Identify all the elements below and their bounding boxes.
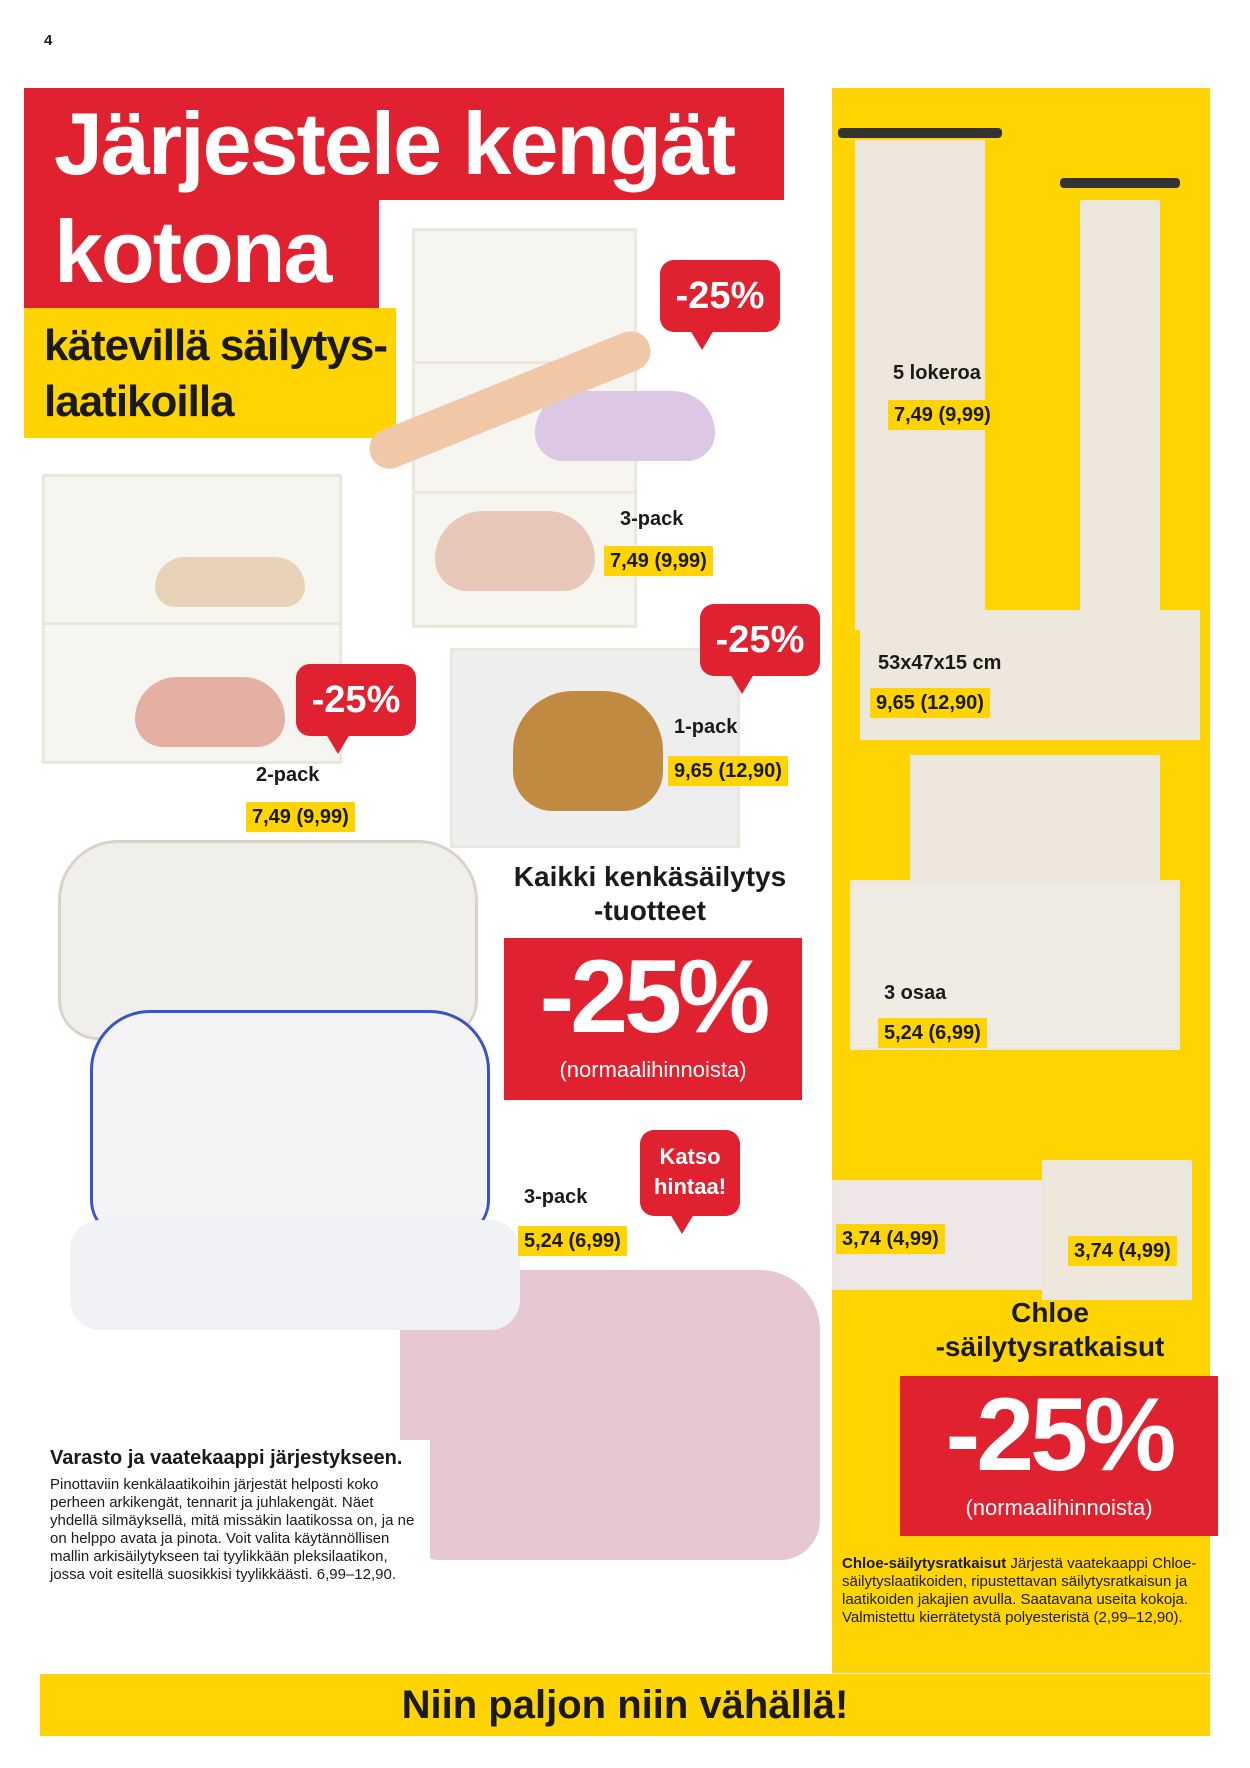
- price-value: 3,74: [1074, 1240, 1113, 1262]
- promo-shoes-discount-block: [504, 938, 802, 1100]
- blue-white-sneaker-image: [90, 1010, 490, 1240]
- box-2pack-label: 2-pack: [256, 764, 320, 786]
- promo-chloe-discount: -25%: [945, 1377, 1173, 1493]
- fabric-box-image: [1042, 1160, 1192, 1300]
- lilac-flat-shoe-image: [535, 391, 715, 461]
- page-number: 4: [44, 32, 53, 49]
- discount-bubble-3pack: -25%: [660, 260, 780, 332]
- boxes-3-label: 3 osaa: [884, 982, 947, 1004]
- price-value: 3,74: [842, 1228, 881, 1250]
- promo-shoes-heading2: -tuotteet: [594, 895, 706, 926]
- old-price: (9,99): [938, 404, 991, 426]
- clear-shoe-box-image: [450, 648, 740, 848]
- old-price: (6,99): [568, 1230, 621, 1252]
- subhead-line1: kätevillä säilytys-: [44, 321, 388, 370]
- old-price: (12,90): [718, 760, 782, 782]
- promo-shoes-note: (normaalihinnoista): [559, 1057, 747, 1082]
- hanger-bar-image: [838, 128, 1002, 138]
- stand-3pack-price: [518, 1226, 627, 1256]
- discount-bubble-2pack: -25%: [296, 664, 416, 736]
- promo-chloe: [900, 1296, 1200, 1364]
- price-value: 9,65: [674, 760, 713, 782]
- shoe-stand-image: [70, 1220, 520, 1330]
- price-value: 5,24: [884, 1022, 923, 1044]
- boxes-3-price: [878, 1018, 987, 1048]
- price-value: 7,49: [894, 404, 933, 426]
- subhead-line2: laatikoilla: [44, 377, 234, 426]
- storage-text-body: Pinottaviin kenkälaatikoihin järjestät helposti koko perheen arkikengät, tennarit ja juhlakengät. Näet yhdellä silmäyksellä, mitä missäkin laatikossa on, ja ne on helppo avata ja pinota. Voit valita käytännöllisen mallin arkisäilytykseen tai tyylikkään pleksilaatikon, jossa voit esitellä suosikkisi tyylikkäästi. 6,99–12,90.: [50, 1476, 415, 1583]
- price-value: 5,24: [524, 1230, 563, 1252]
- promo-chloe-note: (normaalihinnoista): [965, 1495, 1153, 1520]
- hanger-5-label: 5 lokeroa: [893, 362, 981, 384]
- promo-chloe-heading2: -säilytysratkaisut: [935, 1331, 1165, 1362]
- underbed-label: 53x47x15 cm: [878, 652, 1002, 674]
- organizer-left-price: [836, 1224, 945, 1254]
- box-1pack-label: 1-pack: [674, 716, 738, 738]
- box-3pack-label: 3-pack: [620, 508, 684, 530]
- katso-hintaa-bubble: Katso hintaa!: [640, 1130, 740, 1216]
- beige-heel-image: [155, 557, 305, 607]
- box-2pack-price: [246, 802, 355, 832]
- headline-line2: kotona: [24, 200, 379, 308]
- stand-3pack-label: 3-pack: [524, 1186, 588, 1208]
- promo-shoes-heading1: Kaikki kenkäsäilytys: [513, 861, 787, 892]
- promo-chloe-heading1: Chloe: [1011, 1297, 1089, 1328]
- hanging-organizer-5-image: [855, 140, 985, 630]
- box-3pack-price: [604, 546, 713, 576]
- old-price: (12,90): [920, 692, 984, 714]
- pink-sneaker-image: [135, 677, 285, 747]
- price-value: 9,65: [876, 692, 915, 714]
- promo-chloe-discount-block: [900, 1376, 1218, 1536]
- storage-text-block: [40, 1440, 430, 1664]
- subhead: [24, 308, 396, 438]
- chloe-text-body: Järjestä vaatekaappi Chloe-säilytyslaatikoiden, ripustettavan säilytysratkaisun ja laatikoiden jakajien avulla. Saatavana useita kokoja. Valmistettu kierrätetystä polyesteristä (2,99–12,90).: [842, 1555, 1197, 1626]
- underbed-price: [870, 688, 990, 718]
- hanger-bar2-image: [1060, 178, 1180, 188]
- promo-shoes: [500, 860, 800, 928]
- storage-text-title: Varasto ja vaatekaappi järjestykseen.: [50, 1447, 403, 1469]
- price-value: 7,49: [252, 806, 291, 828]
- chloe-text-block: [842, 1555, 1212, 1627]
- hanger-5-price: [888, 400, 997, 430]
- promo-shoes-discount: -25%: [539, 939, 767, 1055]
- hanging-organizer-tall-image: [1080, 200, 1160, 620]
- tan-boot-image: [513, 691, 663, 811]
- bottom-banner: Niin paljon niin vähällä!: [40, 1674, 1210, 1736]
- old-price: (6,99): [928, 1022, 981, 1044]
- old-price: (9,99): [296, 806, 349, 828]
- underbed-box-image: [860, 610, 1200, 740]
- price-value: 7,49: [610, 550, 649, 572]
- discount-bubble-1pack: -25%: [700, 604, 820, 676]
- chloe-text-title: Chloe-säilytysratkaisut: [842, 1555, 1007, 1572]
- old-price: (9,99): [654, 550, 707, 572]
- old-price: (4,99): [1118, 1240, 1171, 1262]
- old-price: (4,99): [886, 1228, 939, 1250]
- headline-line1: Järjestele kengät: [24, 88, 784, 200]
- box-1pack-price: [668, 756, 788, 786]
- sneaker-in-box-image: [435, 511, 595, 591]
- organizer-right-price: [1068, 1236, 1177, 1266]
